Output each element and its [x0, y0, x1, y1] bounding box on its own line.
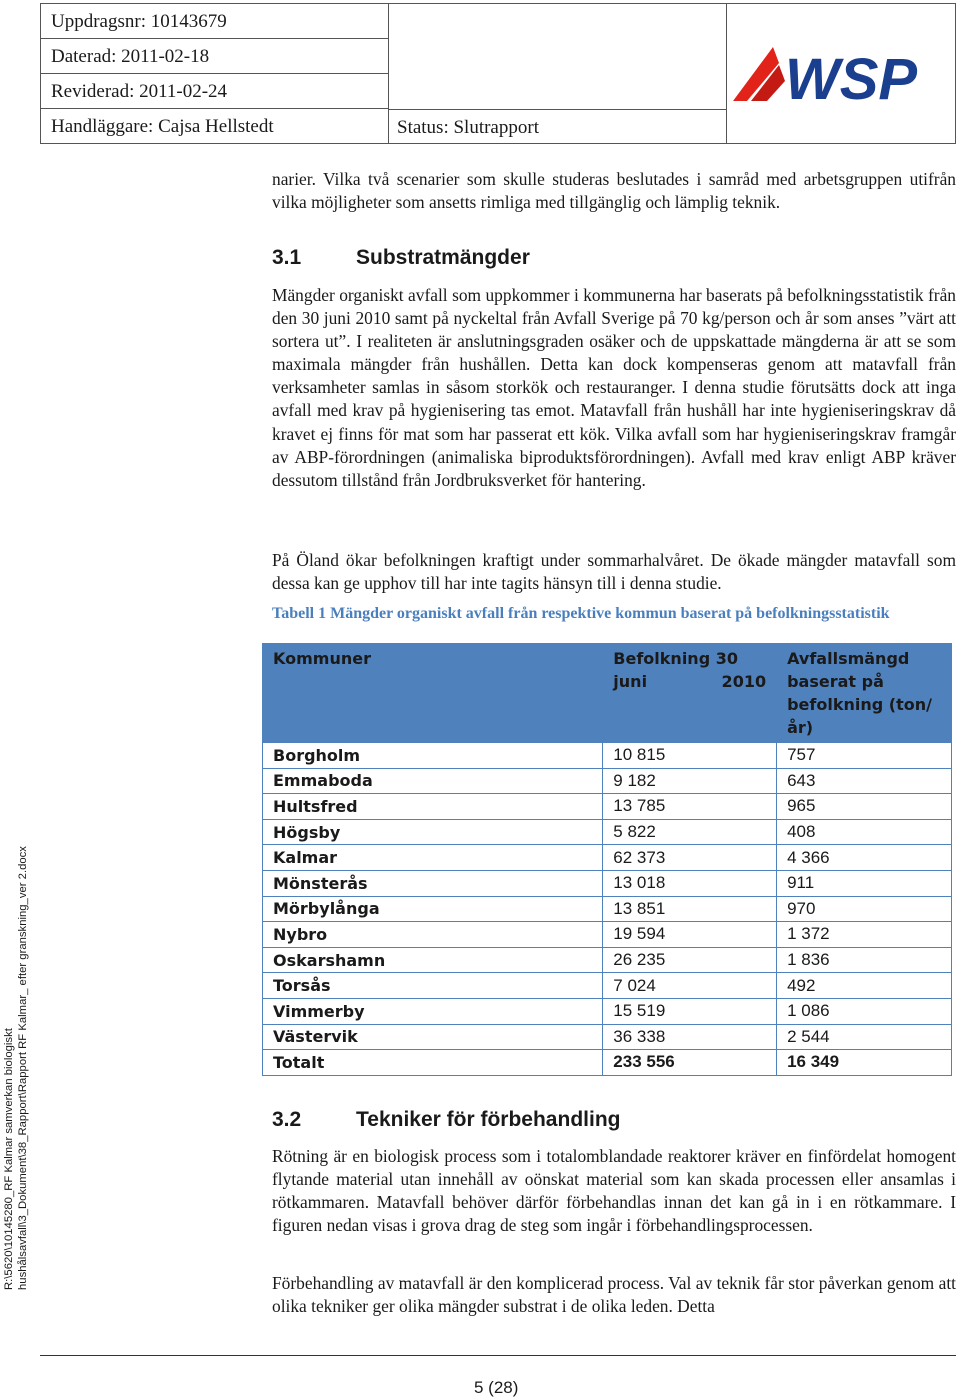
file-path-line: hushålsavfall\3_Dokument\38_Rapport\Rapport RF Kalmar_ efter granskning_ver 2.docx — [17, 846, 29, 1290]
waste-amount-cell: 4 366 — [777, 845, 952, 871]
population-cell: 7 024 — [603, 973, 777, 999]
waste-amount-cell: 16 349 — [777, 1050, 952, 1076]
file-path — [2, 846, 30, 1290]
population-waste-table — [262, 643, 952, 1076]
municipality-cell: Västervik — [263, 1024, 603, 1050]
handler: Handläggare: Cajsa Hellstedt — [51, 116, 274, 137]
municipality-cell: Totalt — [263, 1050, 603, 1076]
report-status: Status: Slutrapport — [389, 109, 726, 144]
table-row — [263, 998, 952, 1024]
waste-amount-cell: 1 836 — [777, 947, 952, 973]
municipality-cell: Torsås — [263, 973, 603, 999]
body-paragraph: Förbehandling av matavfall är den komplicerad process. Val av teknik får stor påverkan genom att olika tekniker ger olika mängder substrat i de olika leden. Detta — [272, 1273, 956, 1317]
section-number: 3.1 — [272, 246, 302, 269]
document-header — [40, 3, 956, 144]
waste-amount-cell: 970 — [777, 896, 952, 922]
population-cell: 13 851 — [603, 896, 777, 922]
section-heading-3-2 — [272, 1108, 620, 1132]
column-header: Befolkning 30 juni 2010 — [603, 644, 777, 743]
table-row — [263, 947, 952, 973]
population-cell: 36 338 — [603, 1024, 777, 1050]
section-heading-3-1 — [272, 246, 530, 270]
municipality-cell: Hultsfred — [263, 794, 603, 820]
population-cell: 19 594 — [603, 922, 777, 948]
table-row — [263, 896, 952, 922]
body-paragraph: Mängder organiskt avfall som uppkommer i kommunerna har baserats på befolkningsstatistik från den 30 juni 2010 samt på nyckeltal från Avfall Sverige på 70 kg/person och år som anses ”värt att sortera ut”. I realiteten är anslutningsgraden osäker och de uppskattade mängderna är att se som maximala mängder från hushållen. Detta kan dock kompenseras genom att matavfall från verksamheter samlas in såsom storkök och restauranger. I denna studie förutsätts dock att inga avfall med krav på hygienisering tas emot. Matavfall från hushåll har inte hygieniseringskrav då kravet ej finns för mat som har passerat ett kök. Vilka avfall som har hygieniseringskrav framgår av ABP-förordningen (animaliska biproduktsförordningen). Avfall med krav enligt ABP kräver dessutom tillstånd från Jordbruksverket för hantering. — [272, 285, 956, 490]
waste-amount-cell: 1 372 — [777, 922, 952, 948]
body-paragraph: Rötning är en biologisk process som i totalomblandade reaktorer kräver en finfördelat homogent flytande material utan innehåll av oönskat material som kan skada processen eller ansamlas i rötkammaren. Matavfall behöver därför förbehandlas innan det kan gå in i en rötkammare. I figuren nedan visas i grova drag de steg som ingår i förbehandlingsprocessen. — [272, 1146, 956, 1236]
municipality-cell: Vimmerby — [263, 998, 603, 1024]
table-row — [263, 819, 952, 845]
wsp-logo — [733, 39, 960, 109]
footer-divider — [40, 1355, 956, 1356]
table-header-row — [263, 644, 952, 743]
table-row — [263, 870, 952, 896]
table-row — [263, 1024, 952, 1050]
population-cell: 15 519 — [603, 998, 777, 1024]
wsp-logo-text: WSP — [785, 47, 918, 109]
date-revised: Reviderad: 2011-02-24 — [41, 74, 388, 109]
table-row — [263, 973, 952, 999]
municipality-cell: Mörbylånga — [263, 896, 603, 922]
table-row — [263, 1050, 952, 1076]
population-cell: 62 373 — [603, 845, 777, 871]
intro-paragraph: narier. Vilka två scenarier som skulle studeras beslutades i samråd med arbetsgruppen utifrån vilka möjligheter som ansetts rimliga med tillgänglig och lämplig teknik. — [272, 169, 956, 213]
waste-amount-cell: 965 — [777, 794, 952, 820]
table-row — [263, 794, 952, 820]
page-number: 5 (28) — [474, 1378, 519, 1397]
table-row — [263, 743, 952, 769]
section-title: Tekniker för förbehandling — [356, 1108, 621, 1131]
municipality-cell: Högsby — [263, 819, 603, 845]
municipality-cell: Emmaboda — [263, 768, 603, 794]
section-title: Substratmängder — [356, 246, 530, 269]
table-caption: Tabell 1 Mängder organiskt avfall från respektive kommun baserat på befolkningsstatistik — [272, 605, 890, 622]
waste-amount-cell: 911 — [777, 870, 952, 896]
population-cell: 9 182 — [603, 768, 777, 794]
file-path-line: R:\5620\10145280_RF Kalmar samverkan biologiskt — [3, 1028, 15, 1290]
municipality-cell: Mönsterås — [263, 870, 603, 896]
waste-amount-cell: 643 — [777, 768, 952, 794]
table-row — [263, 922, 952, 948]
table-row — [263, 768, 952, 794]
waste-amount-cell: 408 — [777, 819, 952, 845]
municipality-cell: Nybro — [263, 922, 603, 948]
population-cell: 13 018 — [603, 870, 777, 896]
waste-amount-cell: 492 — [777, 973, 952, 999]
population-cell: 10 815 — [603, 743, 777, 769]
municipality-cell: Kalmar — [263, 845, 603, 871]
waste-amount-cell: 1 086 — [777, 998, 952, 1024]
column-header: Avfallsmängd baserat på befolkning (ton/år) — [777, 644, 952, 743]
body-paragraph: På Öland ökar befolkningen kraftigt under sommarhalvåret. De ökade mängder matavfall som dessa kan ge upphov till har inte tagits hänsyn till i denna studie. — [272, 550, 956, 594]
column-header: Kommuner — [263, 644, 603, 743]
population-cell: 13 785 — [603, 794, 777, 820]
waste-amount-cell: 2 544 — [777, 1024, 952, 1050]
section-number: 3.2 — [272, 1108, 302, 1131]
assignment-number: Uppdragsnr: 10143679 — [41, 4, 388, 39]
date-created: Daterad: 2011-02-18 — [41, 39, 388, 74]
population-cell: 26 235 — [603, 947, 777, 973]
waste-amount-cell: 757 — [777, 743, 952, 769]
population-cell: 5 822 — [603, 819, 777, 845]
municipality-cell: Oskarshamn — [263, 947, 603, 973]
municipality-cell: Borgholm — [263, 743, 603, 769]
population-cell: 233 556 — [603, 1050, 777, 1076]
table-row — [263, 845, 952, 871]
